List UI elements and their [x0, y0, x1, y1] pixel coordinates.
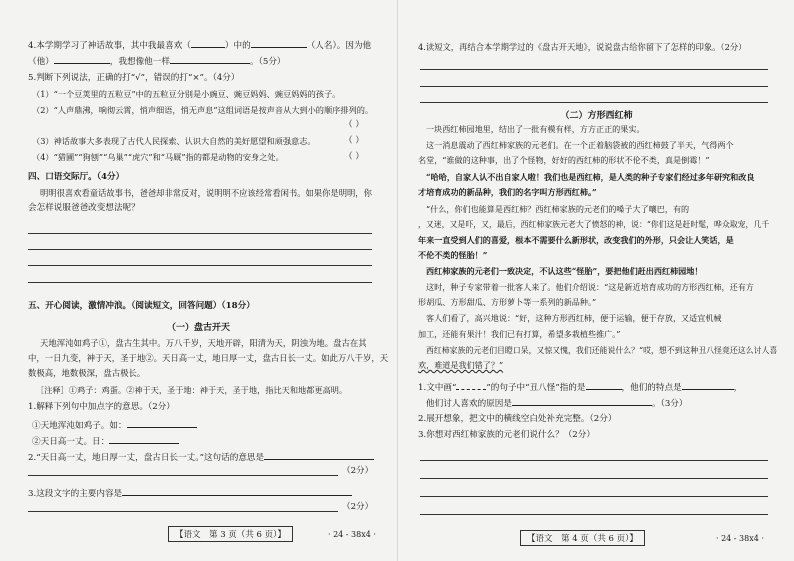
- p1-q1-title: 1.解释下列句中加点字的意思。（2分）: [28, 402, 175, 412]
- blank[interactable]: [122, 486, 352, 496]
- p1-q1-b-text: ②天日高一丈。日：: [32, 437, 110, 447]
- passage-2-para: 年来一直受到人们的喜爱，根本不需要什么新形状，改变我们的外形，只会让人笑话，是: [418, 235, 734, 245]
- q4-line2: [28, 54, 286, 68]
- q5-paren-2[interactable]: （ ）: [344, 120, 364, 130]
- page-code: · 24 - 38x4 ·: [328, 530, 376, 539]
- p2-q3: 3.你想对西红柿家族的元老们说什么？（2分）: [418, 430, 595, 440]
- p1-q2-score: （2分）: [342, 466, 374, 476]
- page-code: · 24 - 38x4 ·: [716, 534, 764, 543]
- passage-1-para-3: 数极高，地数极深，盘古极长。: [28, 368, 146, 378]
- passage-2-para: 这时，种子专家带着一批客人来了。他们介绍说：“这是新近培育成功的方形西红柿，还有方: [426, 282, 754, 292]
- p2-q1-line2: [426, 396, 688, 410]
- blank[interactable]: [682, 380, 734, 390]
- p2-q1-text-b: ”的句子中“丑八怪”指的是: [486, 383, 586, 393]
- section-4-title: 四、口语交际厅。（4分）: [28, 172, 125, 182]
- answer-line[interactable]: [28, 265, 372, 266]
- passage-2-para: 西红柿家族的元老们目瞪口呆，又惊又愧，我们还能说什么？“哎，想不到这种丑八怪竟还这么讨人喜: [426, 346, 778, 355]
- answer-line[interactable]: [420, 86, 768, 87]
- page-footer: 【语文 第 3 页（共 6 页）】: [168, 526, 293, 542]
- p2-q1-text-a: 1.文中画“: [418, 383, 457, 393]
- answer-line[interactable]: [28, 475, 338, 476]
- passage-2-para: 这一消息震动了西红柿家族的元老们。在一个正着脑袋被的西红柿鼓了半天，气得两个: [426, 140, 734, 150]
- passage-1-para-2: 中，一日九变，神于天，圣于地②。天日高一丈，地日厚一丈，盘古日长一丈。如此万八千岁，天: [28, 353, 389, 363]
- p1-q3-score: （2分）: [342, 502, 374, 512]
- answer-line[interactable]: [420, 102, 768, 103]
- answer-line[interactable]: [28, 249, 372, 250]
- passage-2-para: 加工，还能有果汁！我们已有打算，希望多栽植些推广。”: [418, 329, 621, 339]
- q5-item-4: （4）“猎圃”“狗刨”“乌巢”“虎穴”和“马厩”指的都是动物的安身之处。: [32, 152, 284, 162]
- p1-q1-a: [32, 418, 197, 432]
- answer-line[interactable]: [28, 282, 372, 283]
- passage-2-para: 客人们看了，高兴地说：“好，这种方形西红柿，便于运输，便于存放，又适宜机械: [426, 313, 722, 323]
- q4-text-c: （人名）。因为他: [306, 41, 372, 51]
- q4-text-e: ，我想像他一样: [109, 57, 170, 67]
- q4-text-b: ）中的: [224, 41, 251, 51]
- p1-q3: [28, 486, 352, 500]
- passage-2-para: ，又迷，又是吓，又，最后，西红柿家族元老大了愤怒的神，说：“你们这是赶时髦，哗众取宠，几千: [418, 220, 770, 229]
- blank[interactable]: [191, 38, 225, 48]
- passage-1-title: （一）盘古开天: [166, 323, 230, 333]
- answer-line[interactable]: [420, 496, 768, 497]
- passage-2-title: （二）方形西红柿: [560, 111, 633, 121]
- answer-line[interactable]: [420, 460, 768, 461]
- p2-q1: [418, 380, 742, 394]
- blank[interactable]: [109, 434, 179, 444]
- answer-line[interactable]: [420, 478, 768, 479]
- answer-line[interactable]: [28, 511, 338, 512]
- answer-line[interactable]: [28, 233, 372, 234]
- passage-2-para: 形胡瓜、方形甜瓜、方形萝卜等一系列的新品种。”: [418, 297, 597, 307]
- p2-q1-score: 。（3分）: [651, 399, 688, 409]
- blank[interactable]: [170, 54, 250, 64]
- q4-text-a: 4.本学期学习了神话故事，其中我最喜欢（: [28, 41, 191, 51]
- passage-2-para: 欢，难道是我们错了？”: [418, 360, 504, 370]
- q5-item-1: （1）“一个豆荚里的五粒豆”中的五粒豆分别是小豌豆、豌豆妈妈、豌豆妈妈的孩子。: [32, 89, 341, 99]
- p2-q2: 2.展开想象，把文中的横线空白处补充完整。（2分）: [418, 414, 617, 424]
- section-4-text-1: 明明很喜欢看童话故事书，爸爸却非常反对，说明明不应该经常看闲书。如果你是明明，你: [40, 188, 372, 198]
- q5-item-3: （3）神话故事大多表现了古代人民探索、认识大自然的美好愿望和顽强意志。: [32, 136, 316, 146]
- passage-2-para: 才培育成功的新品种，我们的名字叫方形西红柿。”: [418, 187, 597, 197]
- blank[interactable]: [512, 396, 652, 406]
- blank[interactable]: [54, 54, 110, 64]
- p2-q1-text-e: 他们讨人喜欢的原因是: [426, 399, 512, 409]
- p1-q2-text: 2.“天日高一丈，地日厚一丈，盘古日长一丈。”这句话的意思是: [28, 453, 265, 463]
- q4-text-f: 。（5分）: [249, 57, 286, 67]
- passage-2-para: 名堂，“谁做的这种事，出了个怪物，好好的西红柿的形状不伦不类，真是倒霉！”: [418, 155, 710, 165]
- passage-2-para: “什么，你们也能算是西红柿？西红柿家族的元老们的嗓子大了嚷巴，有的: [426, 204, 690, 214]
- page-footer: 【语文 第 4 页（共 6 页）】: [520, 530, 645, 546]
- p1-q1-a-text: ①天地浑沌如鸡子。如：: [32, 421, 127, 431]
- blank[interactable]: [251, 38, 307, 48]
- p1-q4: 4.读短文，再结合本学期学过的《盘古开天地》，说说盘古给你留下了怎样的印象。（2分）: [418, 42, 747, 52]
- q5-item-2: （2）“人声鼎沸，响彻云霄，悄声细语，悄无声息”这组词语是按声音从大到小的顺序排列的。: [32, 105, 374, 115]
- p1-q2: [28, 450, 374, 464]
- p1-q3-text: 3.这段文字的主要内容是: [28, 489, 123, 499]
- section-5-title: 五、开心阅读，激情冲浪。（阅读短文，回答问题）（18分）: [28, 301, 255, 311]
- q4-line1: [28, 38, 371, 52]
- passage-2-para: 不伦不类的怪胎！”: [418, 250, 488, 260]
- exam-page-4: [397, 0, 794, 561]
- p2-q1-text-d: ，: [733, 383, 743, 393]
- passage-1-note: ［注释］①鸡子：鸡蛋。②神于天，圣于地：神于天，圣于地，指比天和地都更高明。: [36, 385, 348, 395]
- blank[interactable]: [127, 418, 197, 428]
- passage-2-para: 西红柿家族的元老们一致决定，不认这些“怪胎”，要把他们赶出西红柿园地！: [426, 266, 703, 276]
- blank[interactable]: [264, 450, 374, 460]
- p1-q1-b: [32, 434, 179, 448]
- q5-paren-3[interactable]: （ ）: [344, 136, 364, 146]
- passage-1-para-1: 天地浑沌如鸡子①，盘古生其中。万八千岁，天地开辟，阳清为天，阴浊为地。盘古在其: [40, 338, 367, 348]
- q5-paren-4[interactable]: （ ）: [344, 152, 364, 162]
- q5-title: 5.判断下列说法，正确的打“√”，错误的打“×”。（4分）: [28, 73, 240, 83]
- q4-text-d: （他）: [28, 57, 54, 67]
- blank[interactable]: [456, 380, 486, 390]
- passage-2-para: 一块西红柿园地里，结出了一批有模有样，方方正正的果实。: [426, 124, 645, 134]
- blank[interactable]: [586, 380, 622, 390]
- p2-q1-text-c: ，他们的特点是: [621, 383, 682, 393]
- passage-2-para: “哈哈，自家人认不出自家人啦！我们也是西红柿，是人类的种子专家们经过多年研究和改良: [426, 172, 755, 182]
- section-4-text-2: 会怎样说服爸爸改变想法呢？: [28, 203, 140, 213]
- answer-line[interactable]: [420, 514, 768, 515]
- answer-line[interactable]: [420, 69, 768, 70]
